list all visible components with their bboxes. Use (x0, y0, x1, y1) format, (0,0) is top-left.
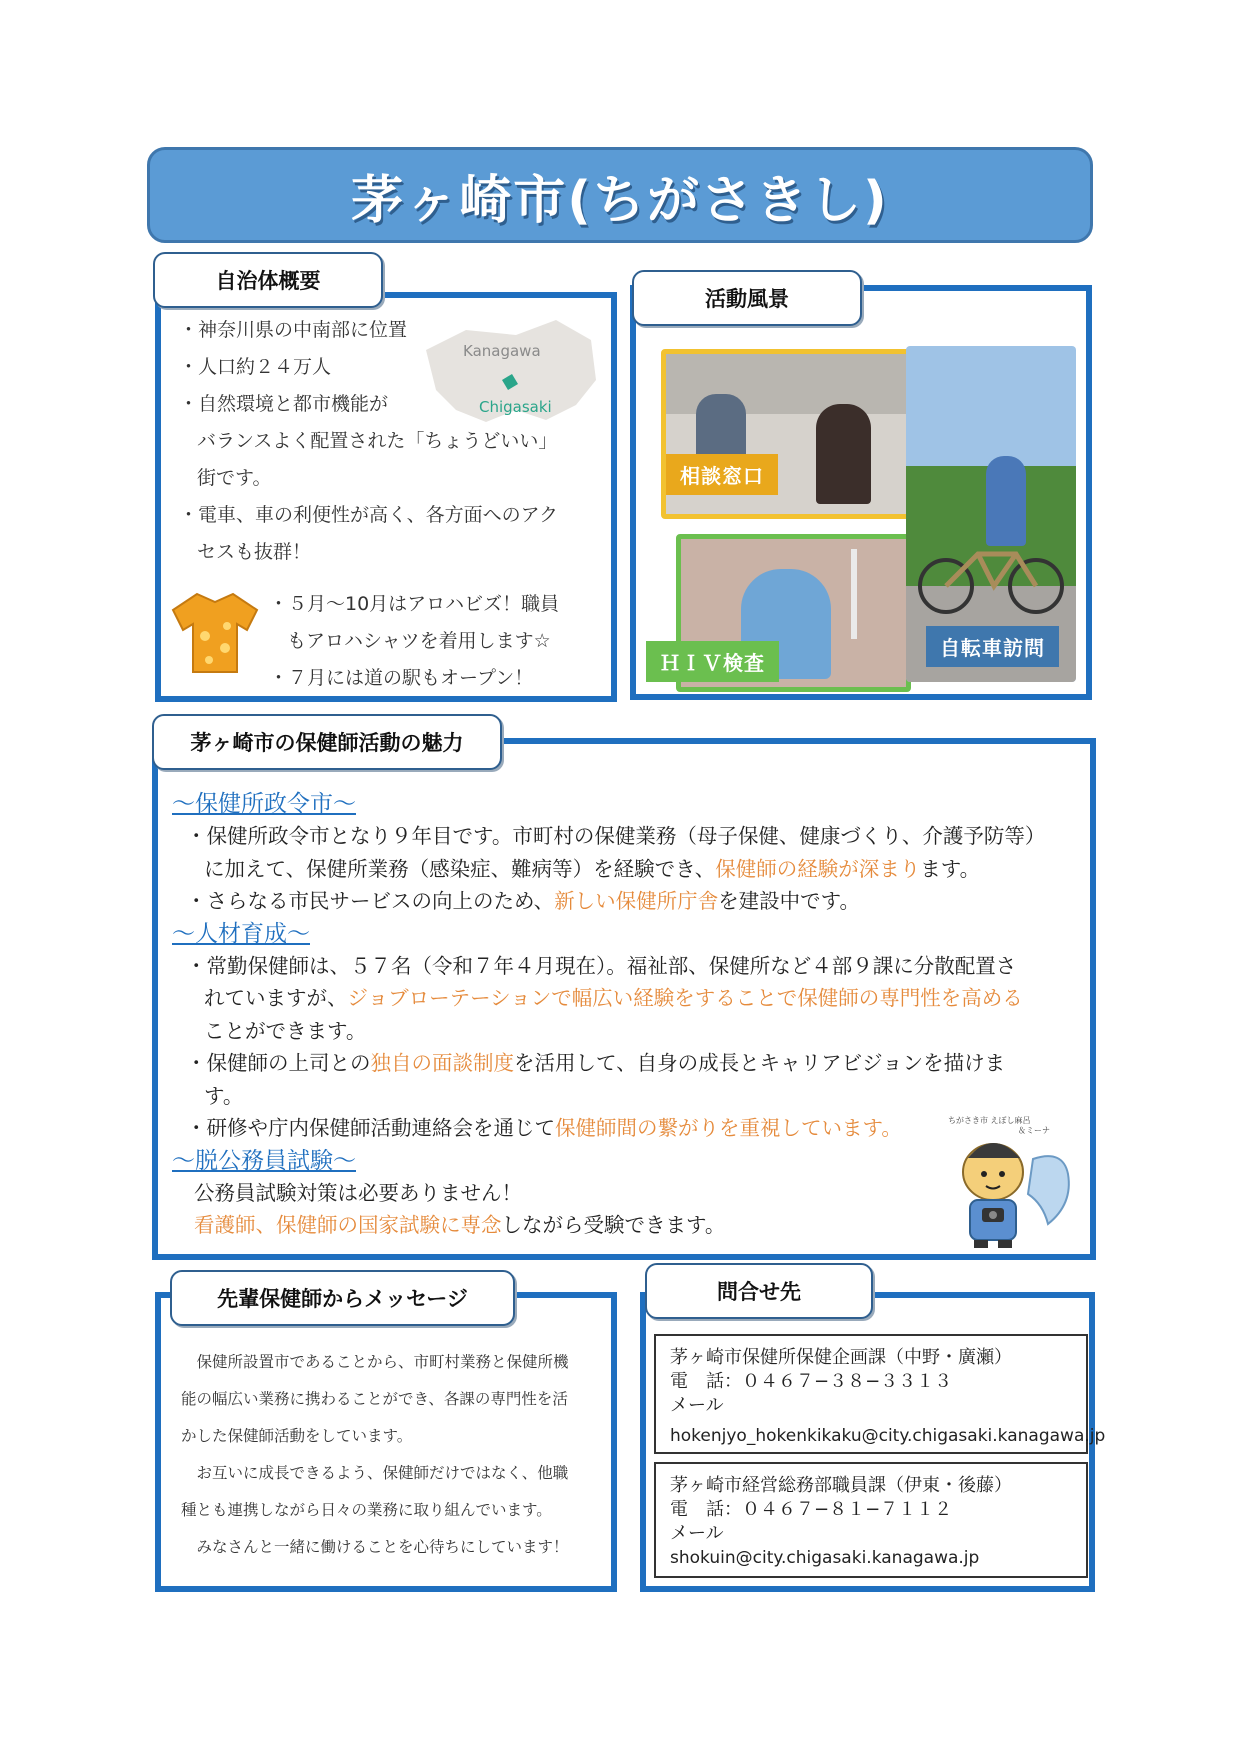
label-consultation: 相談窓口 (666, 454, 778, 495)
overview-bullet: ・電車、車の利便性が高く、各方面へのアク (179, 504, 559, 526)
contact-dept: 茅ヶ崎市経営総務部職員課（伊東・後藤） (670, 1475, 1012, 1496)
contact-box-personnel (654, 1462, 1088, 1578)
activity-panel (630, 285, 1092, 700)
contact-tel: 電 話：０４６７−８１−７１１２ (670, 1499, 953, 1520)
text-line (172, 853, 1082, 886)
mascot-icon (948, 1134, 1078, 1254)
text-line (172, 885, 1082, 918)
text-line (172, 982, 1082, 1015)
overview-bullet: ・７月には道の駅もオープン！ (269, 667, 534, 689)
contact-dept: 茅ヶ崎市保健所保健企画課（中野・廣瀬） (670, 1347, 1012, 1368)
overview-panel (155, 292, 617, 702)
overview-bullet: ・人口約２４万人 (179, 356, 332, 378)
title-banner (147, 147, 1093, 243)
photo-bicycle-visit (906, 346, 1076, 682)
mascot-caption (948, 1116, 1078, 1136)
contact-panel (640, 1292, 1106, 1592)
text-line (172, 1047, 1082, 1080)
overview-bullet: ・５月〜10月はアロハビズ！職員 (269, 593, 560, 615)
activity-tab: 活動風景 (632, 270, 862, 326)
overview-bullet: セスも抜群！ (197, 541, 312, 563)
highlight-text: 独自の面談制度 (370, 1051, 514, 1075)
text-span: ・保健師の上司との (186, 1051, 371, 1075)
text-span: を建設中です。 (718, 889, 861, 913)
section-heading-no-civil-exam: 〜脱公務員試験〜 (172, 1147, 356, 1174)
section-heading-hr-development: 〜人材育成〜 (172, 920, 310, 947)
highlight-text: 看護師、保健師の国家試験に専念 (194, 1213, 502, 1237)
overview-bullet: ・自然環境と都市機能が (179, 393, 389, 415)
overview-bullet: 街です。 (197, 467, 272, 489)
message-panel (155, 1292, 617, 1592)
text-span: れていますが、 (204, 986, 348, 1010)
map-label-kanagawa: Kanagawa (463, 342, 541, 360)
label-hiv-test: ＨＩＶ検査 (646, 641, 779, 682)
text-line (172, 1112, 1082, 1145)
mascot-caption-line: ちがさき市 えぼし麻呂 (948, 1116, 1031, 1125)
text-span: しながら受験できます。 (501, 1213, 726, 1237)
overview-bullets (179, 312, 609, 571)
overview-bullet: バランスよく配置された「ちょうどいい」 (197, 430, 558, 452)
label-bicycle-visit: 自転車訪問 (926, 626, 1059, 667)
text-line: ことができます。 (204, 1018, 367, 1043)
message-line: 能の幅広い業務に携わることができ、各課の専門性を活 (181, 1390, 568, 1408)
charm-content (172, 788, 1082, 1242)
contact-mail-label: メール (670, 1523, 724, 1544)
charm-panel (152, 738, 1096, 1260)
photo-consultation (661, 349, 911, 519)
section-heading-health-center-city: 〜保健所政令市〜 (172, 791, 356, 817)
text-span: ・研修や庁内保健師活動連絡会を通じて (186, 1116, 555, 1140)
contact-mail-link[interactable]: shokuin@city.chigasaki.kanagawa.jp (670, 1548, 980, 1568)
aloha-shirt-icon (169, 588, 261, 676)
overview-tab: 自治体概要 (153, 252, 383, 308)
bicycle-icon (916, 526, 1066, 616)
contact-box-health-planning (654, 1334, 1106, 1454)
overview-bullet: もアロハシャツを着用します☆ (287, 630, 551, 652)
text-span: ます。 (920, 856, 981, 881)
highlight-text: 保健師間の繋がりを重視しています。 (555, 1116, 902, 1140)
text-line: ・常勤保健師は、５７名（令和７年４月現在）。福祉部、保健所など４部９課に分散配置さ (186, 953, 1017, 978)
map-label-chigasaki: Chigasaki (479, 398, 552, 416)
highlight-text: 新しい保健所庁舎 (554, 889, 719, 913)
contact-tab: 問合せ先 (645, 1263, 873, 1319)
text-span: ・さらなる市民サービスの向上のため、 (186, 889, 555, 913)
text-line: す。 (204, 1083, 244, 1108)
text-line: ・保健所政令市となり９年目です。市町村の保健業務（母子保健、健康づくり、介護予防等） (186, 824, 1046, 848)
mascot-caption-line: ＆ミーナ (1018, 1126, 1050, 1135)
text-span: を活用して、自身の成長とキャリアビジョンを描けま (514, 1051, 1006, 1075)
message-tab: 先輩保健師からメッセージ (170, 1270, 515, 1326)
text-line: 公務員試験対策は必要ありません！ (194, 1180, 522, 1205)
message-line: 種とも連携しながら日々の業務に取り組んでいます。 (181, 1501, 552, 1519)
message-text (181, 1344, 611, 1566)
charm-tab: 茅ヶ崎市の保健師活動の魅力 (152, 714, 502, 770)
highlight-text: ジョブローテーションで幅広い経験をすることで保健師の専門性を高める (347, 986, 1023, 1010)
overview-bullet: ・神奈川県の中南部に位置 (179, 319, 408, 341)
contact-tel: 電 話：０４６７−３８−３３１３ (670, 1371, 953, 1392)
highlight-text: 保健師の経験が深まり (715, 856, 921, 881)
message-line: みなさんと一緒に働けることを心待ちにしています！ (181, 1538, 569, 1556)
overview-bullets-2 (269, 586, 609, 697)
message-line: お互いに成長できるよう、保健師だけではなく、他職 (181, 1464, 569, 1482)
message-line: かした保健師活動をしています。 (181, 1427, 413, 1445)
text-line (172, 1209, 1082, 1242)
contact-mail-label: メール (670, 1395, 724, 1416)
text-span: に加えて、保健所業務（感染症、難病等）を経験でき、 (204, 856, 716, 881)
contact-mail-link[interactable]: hokenjyo_hokenkikaku@city.chigasaki.kanagawa.jp (670, 1426, 1106, 1446)
page-title: 茅ヶ崎市(ちがさきし) (351, 170, 889, 231)
message-line: 保健所設置市であることから、市町村業務と保健所機 (181, 1353, 569, 1371)
